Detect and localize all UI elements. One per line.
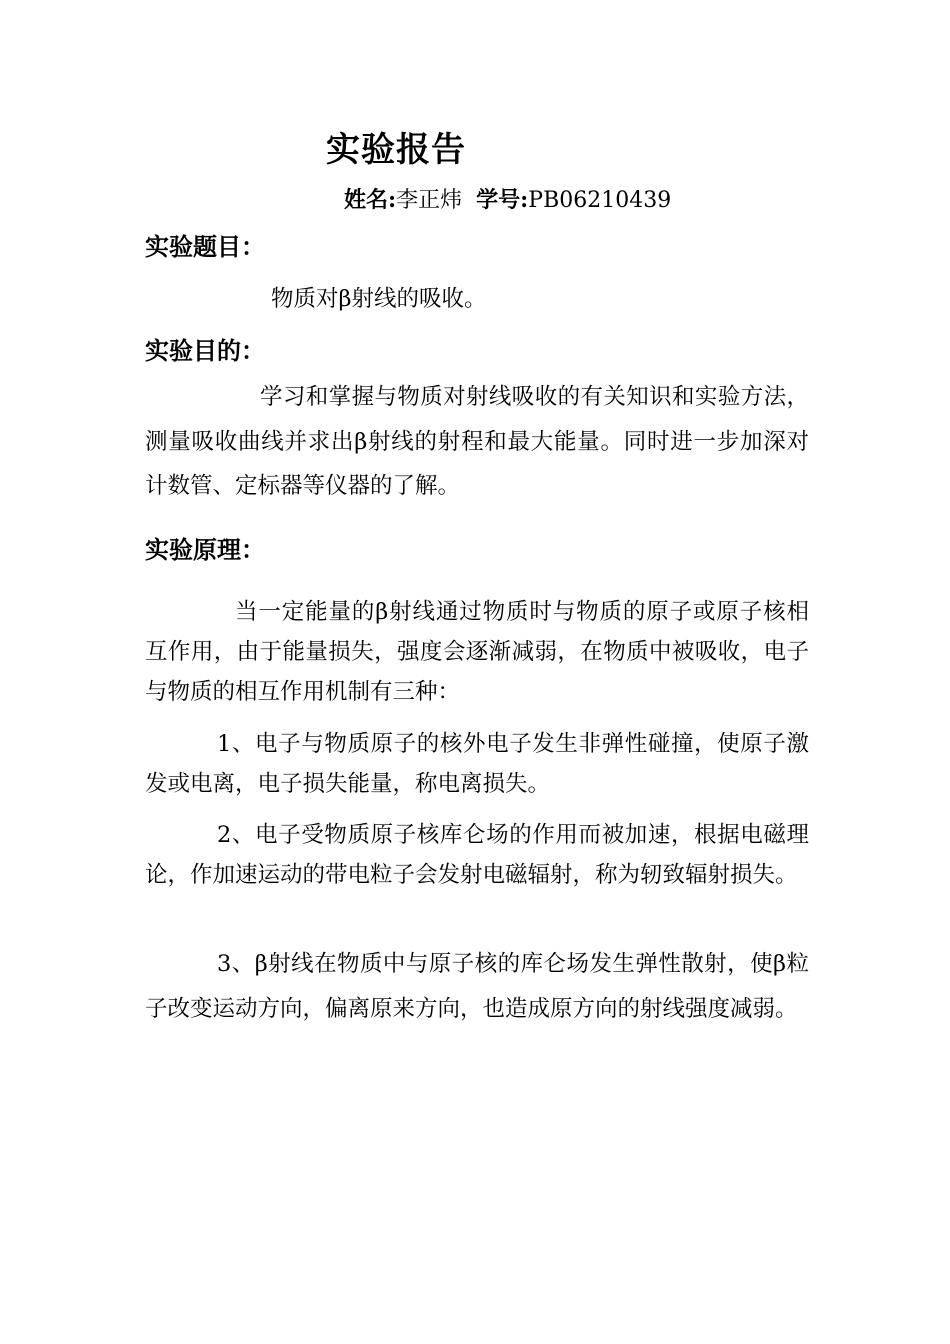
principle-intro: 当一定能量的β射线通过物质时与物质的原子或原子核相互作用，由于能量损失，强度会逐渐减弱，在物质中被吸收，电子与物质的相互作用机制有三种：	[145, 599, 809, 705]
name-label: 姓名:	[344, 187, 397, 213]
name-value: 李正炜	[396, 188, 463, 213]
principle-heading: 实验原理：	[145, 535, 265, 564]
mechanism-item-3: 3、β射线在物质中与原子核的库仑场发生弹性散射，使β粒子改变运动方向，偏离原来方向，也造成原方向的射线强度减弱。	[145, 951, 809, 1022]
topic-heading: 实验题目：	[145, 232, 265, 261]
id-label: 学号:	[476, 187, 529, 213]
purpose-heading: 实验目的：	[145, 336, 265, 365]
mechanism-item-1: 1、电子与物质原子的核外电子发生非弹性碰撞，使原子激发或电离，电子损失能量，称电离损失。	[145, 731, 809, 797]
purpose-text: 学习和掌握与物质对射线吸收的有关知识和实验方法，测量吸收曲线并求出β射线的射程和最大能量。同时进一步加深对计数管、定标器等仪器的了解。	[145, 384, 809, 499]
id-value: PB06210439	[528, 188, 672, 213]
student-info	[344, 184, 671, 217]
mechanism-item-2: 2、电子受物质原子核库仑场的作用而被加速，根据电磁理论，作加速运动的带电粒子会发射电磁辐射，称为轫致辐射损失。	[145, 822, 809, 888]
topic-text: 物质对β射线的吸收。	[271, 286, 487, 312]
report-title: 实验报告	[326, 130, 466, 170]
